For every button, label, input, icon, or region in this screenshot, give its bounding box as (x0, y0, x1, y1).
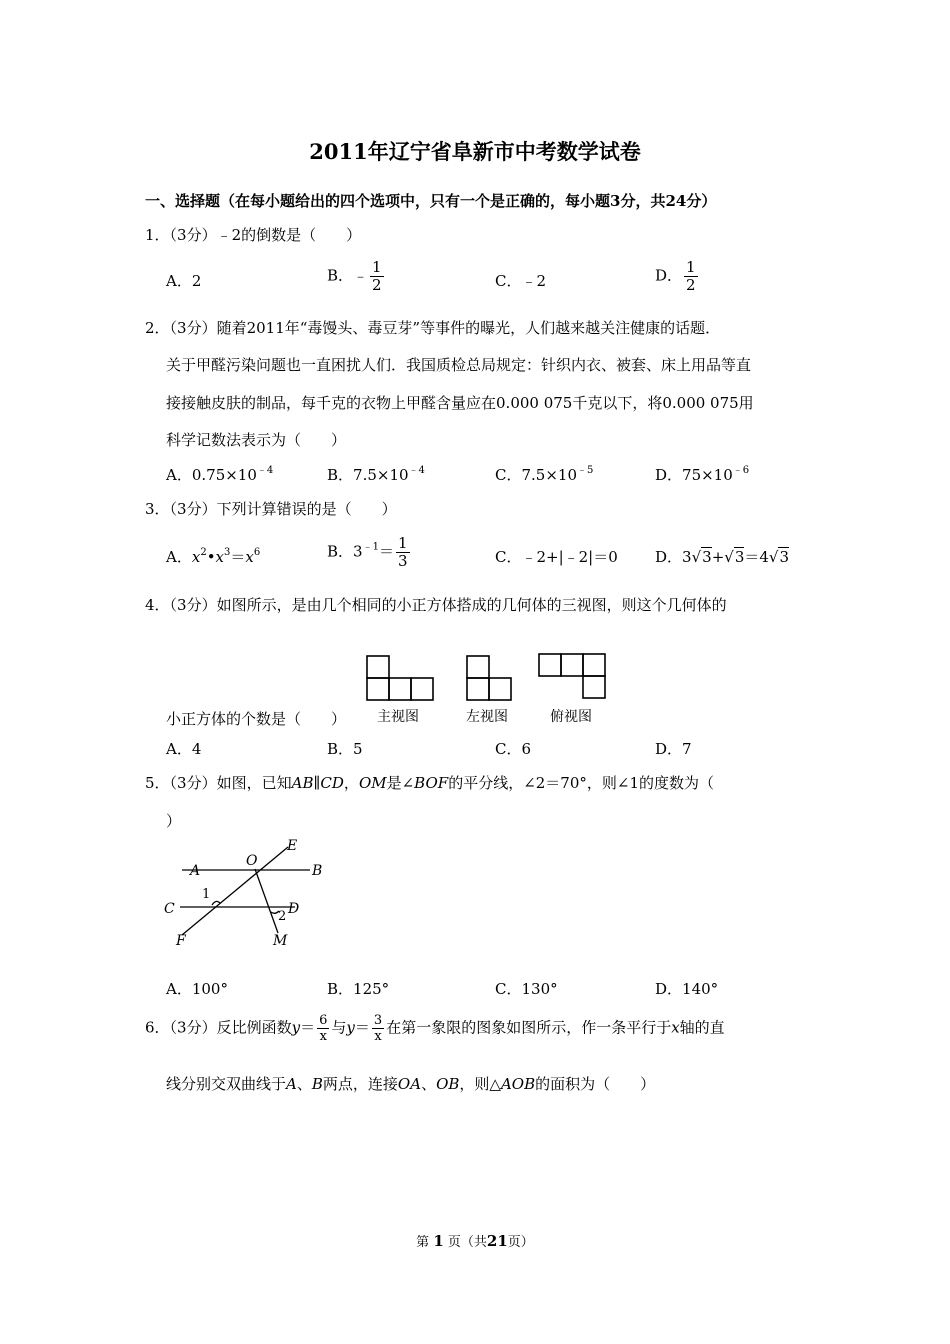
q2-option-c-exponent: ﹣5 (577, 465, 594, 476)
q6-text: 在第一象限的图象如图所示，作一条平行于 (386, 1018, 672, 1037)
segment-ab: AB (291, 774, 314, 792)
q2-option-c-base: C．7.5×10 (495, 466, 577, 484)
q6-number: 6． (145, 1018, 170, 1037)
q4-text: 如图所示，是由几个相同的小正方体搭成的几何体的三视图，则这个几何体的 (216, 596, 727, 614)
left-view-caption: 左视图 (466, 709, 508, 725)
q4-option-d: D．7 (655, 740, 692, 758)
option-label: A． (166, 548, 192, 566)
exponent: 6 (253, 547, 261, 558)
q3-option-b (327, 536, 412, 569)
label-c: C (164, 901, 175, 917)
q4-number: 4． (145, 596, 170, 614)
q2-option-a-exponent: ﹣4 (256, 465, 274, 476)
q1-option-a: A．2 (166, 272, 202, 290)
ray-om (255, 869, 278, 933)
q5-text: 是∠ (386, 774, 415, 792)
q3-number: 3． (145, 500, 170, 518)
q5-text: 如图，已知 (216, 774, 292, 792)
q1-number: 1． (145, 226, 170, 244)
label-e: E (287, 838, 298, 854)
q1-option-c: C．﹣2 (495, 272, 547, 290)
question-4 (145, 594, 727, 615)
q4-option-b: B．5 (327, 740, 363, 758)
label-b: B (312, 863, 323, 879)
top-view-figure (539, 654, 605, 698)
q2-option-d-base: D．75×10 (655, 466, 733, 484)
point-b: B (311, 1075, 323, 1093)
parallel-symbol: ∥ (313, 774, 321, 792)
variable-y: y (346, 1018, 355, 1037)
question-3 (145, 498, 397, 519)
radicand: 3 (779, 548, 790, 566)
question-2-line-1 (145, 317, 720, 338)
dot-operator: • (206, 548, 216, 566)
q6-text: 与 (331, 1018, 347, 1037)
q2-option-a (166, 464, 273, 485)
variable-x: x (245, 548, 254, 566)
q1-option-b-fraction (370, 260, 384, 293)
front-view-caption: 主视图 (377, 709, 419, 725)
q6-score: （3分） (169, 1018, 217, 1037)
question-1 (145, 224, 361, 245)
q4-line-2: 小正方体的个数是（ ） (166, 710, 347, 728)
q1-option-b (327, 260, 386, 293)
label-angle-2: 2 (278, 909, 287, 924)
punctuation: 、 (421, 1075, 437, 1093)
label-f: F (176, 933, 186, 949)
exponent: 3 (224, 547, 231, 558)
q3-option-a (166, 546, 260, 567)
punctuation: ， (343, 774, 359, 792)
q5-option-d: D．140° (655, 980, 719, 998)
radical-sign: √ (691, 548, 702, 566)
three-view-figures (365, 654, 615, 704)
equals: ＝ (300, 1018, 316, 1037)
q2-option-b (327, 464, 425, 485)
radical-sign: √ (768, 548, 779, 566)
option-label: D．3 (655, 548, 692, 566)
question-5 (145, 772, 714, 793)
q2-option-c (495, 464, 593, 485)
q5-score: （3分） (169, 774, 217, 792)
radicand: 3 (702, 548, 712, 566)
footer-text: 第 (416, 1235, 430, 1250)
q3-option-d (655, 546, 789, 567)
footer-text: 页（共 (447, 1235, 487, 1250)
q2-option-a-base: A．0.75×10 (166, 466, 257, 484)
option-label: B．3 (327, 542, 363, 561)
q2-option-d-exponent: ﹣6 (732, 465, 750, 476)
q1-stem: ﹣2的倒数是（ ） (216, 226, 362, 244)
q1-score: （3分） (169, 226, 217, 244)
q6-line-2 (166, 1073, 655, 1094)
fraction-6-over-x (317, 1014, 329, 1043)
q6-text: 两点，连接 (322, 1075, 398, 1093)
label-a: A (190, 863, 201, 879)
q2-line-3: 接接触皮肤的制品，每千克的衣物上甲醛含量应在0.000 075千克以下，将0.000 075用 (166, 394, 754, 412)
q1-option-d-fraction (684, 260, 698, 293)
q4-score: （3分） (169, 596, 217, 614)
fraction-numerator: 3 (373, 1013, 383, 1028)
fraction-numerator: 1 (686, 258, 696, 276)
fraction-denominator: x (319, 1029, 327, 1044)
point-a: A (286, 1075, 297, 1093)
q1-option-d (655, 260, 700, 293)
current-page-number: 1 (433, 1232, 444, 1250)
q6-text: 轴的直 (679, 1018, 725, 1037)
segment-ob: OB (436, 1075, 460, 1093)
q3-stem: 下列计算错误的是（ ） (216, 500, 397, 518)
variable-x: x (671, 1018, 680, 1037)
left-view-figure (467, 656, 511, 700)
page-title: 2011年辽宁省阜新市中考数学试卷 (309, 139, 641, 164)
radicand: 3 (734, 548, 745, 566)
q2-number: 2． (145, 319, 170, 337)
q3-score: （3分） (169, 500, 217, 518)
segment-oa: OA (397, 1075, 422, 1093)
q6-text: 的面积为（ ） (535, 1075, 656, 1093)
fraction-numerator: 1 (372, 258, 382, 276)
q5-text: 的平分线，∠2＝70°，则∠1的度数为（ (448, 774, 714, 792)
variable-x: x (215, 548, 225, 566)
question-6 (145, 1014, 725, 1043)
fraction-3-over-x (372, 1014, 384, 1043)
variable-x: x (191, 548, 201, 566)
label-m: M (273, 933, 288, 949)
angle-bof: BOF (414, 774, 449, 792)
label-o: O (246, 853, 258, 869)
fraction-numerator: 6 (319, 1013, 328, 1028)
punctuation: 、 (296, 1075, 312, 1093)
q6-text: 线分别交双曲线于 (166, 1075, 287, 1093)
q4-option-c: C．6 (495, 740, 532, 758)
q2-line-2: 关于甲醛污染问题也一直困扰人们．我国质检总局规定：针织内衣、被套、床上用品等直 (166, 356, 752, 374)
plus: + (711, 548, 725, 566)
equals: ＝ (354, 1018, 370, 1037)
segment-cd: CD (320, 774, 344, 792)
equals: ＝ (230, 548, 246, 566)
equals: ＝ (378, 542, 394, 561)
label-d: D (288, 901, 300, 917)
line-ef (182, 847, 288, 935)
q1-option-b-prefix: B．﹣ (327, 266, 369, 285)
fraction-denominator: x (374, 1029, 382, 1044)
top-view-caption: 俯视图 (550, 709, 592, 725)
q2-option-b-exponent: ﹣4 (408, 465, 425, 476)
section-heading: 一、选择题（在每小题给出的四个选项中，只有一个是正确的，每小题3分，共24分） (145, 192, 717, 210)
radical-sign: √ (724, 548, 734, 566)
exponent: 2 (200, 547, 207, 558)
q3-option-b-fraction (396, 536, 410, 569)
q1-option-d-prefix: D． (655, 266, 683, 285)
q5-option-c: C．130° (495, 980, 558, 998)
q6-text: 反比例函数 (216, 1018, 292, 1037)
exponent: ﹣1 (362, 541, 379, 553)
triangle-aob: AOB (500, 1075, 536, 1093)
q2-line-4: 科学记数法表示为（ ） (166, 431, 347, 449)
fraction-denominator: 2 (686, 276, 696, 294)
q5-option-a: A．100° (166, 980, 228, 998)
q3-option-c: C．﹣2+|﹣2|＝0 (495, 548, 618, 566)
q2-score: （3分） (169, 319, 217, 337)
q2-option-d (655, 464, 749, 485)
parallel-lines-diagram (160, 835, 340, 950)
fraction-denominator: 2 (372, 276, 382, 294)
footer-text: 页） (507, 1235, 534, 1250)
fraction-denominator: 3 (397, 552, 408, 570)
q5-number: 5． (145, 774, 170, 792)
q4-option-a: A．4 (166, 740, 202, 758)
variable-y: y (291, 1018, 301, 1037)
fraction-numerator: 1 (397, 534, 408, 552)
q2-option-b-base: B．7.5×10 (327, 466, 409, 484)
page-footer (0, 1231, 950, 1250)
q2-text: 随着2011年“毒馒头、毒豆芽”等事件的曝光，人们越来越关注健康的话题． (216, 319, 721, 337)
label-angle-1: 1 (202, 887, 211, 902)
q6-text: ，则△ (459, 1075, 501, 1093)
q5-option-b: B．125° (327, 980, 390, 998)
front-view-figure (367, 656, 433, 700)
total-page-count: 21 (486, 1232, 508, 1250)
equals: ＝4 (744, 548, 769, 566)
ray-om: OM (358, 774, 387, 792)
q5-line-2: ） (166, 812, 182, 830)
